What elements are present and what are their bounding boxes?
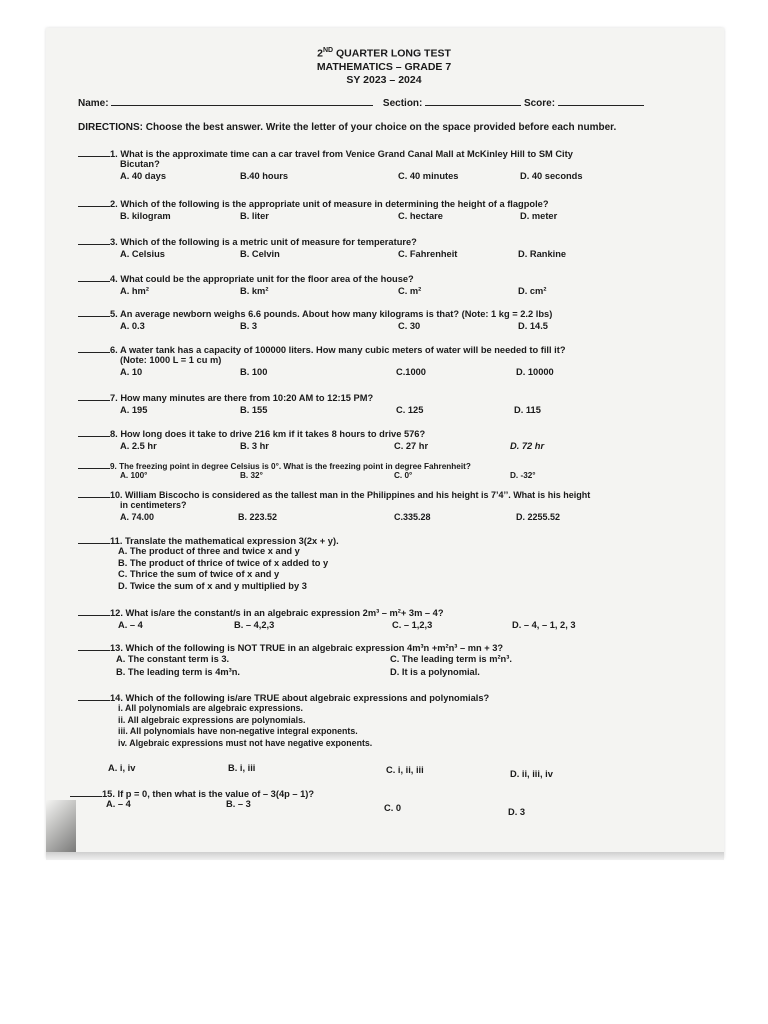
- option: C. – 1,2,3: [392, 620, 433, 630]
- option: B.40 hours: [240, 171, 289, 181]
- answer-blank-10[interactable]: [78, 489, 110, 498]
- option: B. Celvin: [240, 249, 280, 259]
- option: B. 155: [240, 405, 268, 415]
- option: D. 10000: [516, 367, 554, 377]
- question-4: 4. What could be the appropriate unit for the floor area of the house? A. hm² B. km² C. m² D. cm²: [78, 273, 678, 299]
- answer-blank-14[interactable]: [78, 692, 110, 701]
- option: A. – 4: [106, 799, 131, 809]
- option: C. 0°: [394, 471, 413, 480]
- student-info-row: [78, 96, 658, 109]
- option: C. m²: [398, 286, 422, 296]
- option: A. 2.5 hr: [120, 441, 157, 451]
- option: B. 3 hr: [240, 441, 269, 451]
- option: B. liter: [240, 211, 269, 221]
- option: C. 40 minutes: [398, 171, 459, 181]
- answer-blank-4[interactable]: [78, 273, 110, 282]
- option: D. – 4, – 1, 2, 3: [512, 620, 576, 630]
- section-field[interactable]: [425, 96, 521, 106]
- answer-blank-5[interactable]: [78, 308, 110, 317]
- option: D. 2255.52: [516, 512, 561, 522]
- statement: i. All polynomials are algebraic expressions.: [118, 703, 303, 713]
- option: A. 40 days: [120, 171, 166, 181]
- question-11: 11. Translate the mathematical expression 3(2x + y). A. The product of three and twice x and y B. The product of thrice of twice of x added to y C. Thrice the sum of twice of x and y D. Twice the sum of x and y multiplied by 3: [78, 535, 678, 592]
- option: A. 10: [120, 367, 143, 377]
- question-5: 5. An average newborn weighs 6.6 pounds. About how many kilograms is that? (Note: 1 kg = 2.2 lbs) A. 0.3 B. 3 C. 30 D. 14.5: [78, 308, 678, 334]
- score-field[interactable]: [558, 96, 644, 106]
- option: A. – 4: [118, 620, 143, 630]
- option: D. cm²: [518, 286, 547, 296]
- option: D. 40 seconds: [520, 171, 583, 181]
- option: C. 30: [398, 321, 421, 331]
- score-label: Score:: [523, 98, 556, 109]
- question-10: 10. William Biscocho is considered as the tallest man in the Philippines and his height is 7’4’’. What is his height in centimeters? A. 74.00 B. 223.52 C.335.28 D. 2255.52: [78, 489, 678, 525]
- option: A. 74.00: [120, 512, 155, 522]
- option: C. 0: [384, 803, 402, 813]
- question-14: 14. Which of the following is/are TRUE about algebraic expressions and polynomials? i. All polynomials are algebraic expressions. ii. All algebraic expressions are polynomials. iii. All polynomials have non-negative integral exponents. iv. Algebraic expressions must not have negative exponents. A. i, iv B. i, iii C. i, ii, iii D. ii, iii, iv: [78, 692, 678, 776]
- question-2: 2. Which of the following is the appropriate unit of measure in determining the height of a flagpole? B. kilogram B. liter C. hectare D. meter: [78, 198, 678, 224]
- option: C. The leading term is m²n³.: [390, 654, 512, 664]
- option: B. 3: [240, 321, 258, 331]
- answer-blank-2[interactable]: [78, 198, 110, 207]
- option: C. i, ii, iii: [386, 765, 424, 775]
- question-13: 13. Which of the following is NOT TRUE in an algebraic expression 4m³n +m²n³ – mn + 3? A. The constant term is 3. C. The leading term is m²n³. B. The leading term is 4m³n. D. It is a polynomial.: [78, 642, 678, 680]
- test-header: [0, 44, 768, 87]
- option: D. 115: [514, 405, 541, 415]
- question-15: 15. If p = 0, then what is the value of – 3(4p – 1)? A. – 4 B. – 3 C. 0 D. 3: [70, 788, 670, 812]
- answer-blank-11[interactable]: [78, 535, 110, 544]
- question-8: 8. How long does it take to drive 216 km if it takes 8 hours to drive 576? A. 2.5 hr B. 3 hr C. 27 hr D. 72 hr: [78, 428, 678, 454]
- option: D. Twice the sum of x and y multiplied by 3: [118, 580, 307, 591]
- header-line-2: MATHEMATICS – GRADE 7: [316, 60, 452, 73]
- question-3: 3. Which of the following is a metric unit of measure for temperature? A. Celsius B. Celvin C. Fahrenheit D. Rankine: [78, 236, 678, 262]
- statement: ii. All algebraic expressions are polynomials.: [118, 714, 306, 725]
- option: B. The leading term is 4m³n.: [116, 667, 240, 677]
- answer-blank-12[interactable]: [78, 607, 110, 616]
- option: A. Celsius: [120, 249, 165, 259]
- option: C. Thrice the sum of twice of x and y: [118, 569, 280, 579]
- statement: iii. All polynomials have non-negative integral exponents.: [118, 726, 358, 736]
- option: C. 125: [396, 405, 424, 415]
- option: B. kilogram: [120, 211, 171, 221]
- option: A. 195: [120, 405, 148, 415]
- answer-blank-15[interactable]: [70, 788, 102, 797]
- question-12: 12. What is/are the constant/s in an algebraic expression 2m³ – m²+ 3m – 4? A. – 4 B. – 4,2,3 C. – 1,2,3 D. – 4, – 1, 2, 3: [78, 607, 678, 633]
- section-label: Section:: [382, 98, 423, 109]
- question-7: 7. How many minutes are there from 10:20 AM to 12:15 PM? A. 195 B. 155 C. 125 D. 115: [78, 392, 678, 418]
- option: B. The product of thrice of twice of x added to y: [118, 557, 329, 568]
- answer-blank-13[interactable]: [78, 642, 110, 651]
- answer-blank-6[interactable]: [78, 344, 110, 353]
- answer-blank-8[interactable]: [78, 428, 110, 437]
- paper-bottom-edge: [46, 852, 724, 860]
- option: D. It is a polynomial.: [390, 667, 480, 677]
- option: B. – 4,2,3: [234, 620, 275, 630]
- answer-blank-7[interactable]: [78, 392, 110, 401]
- option: C. hectare: [398, 211, 443, 221]
- directions: DIRECTIONS: Choose the best answer. Write the letter of your choice on the space provided before each number.: [78, 122, 617, 133]
- option: D. ii, iii, iv: [510, 769, 553, 779]
- option: A. hm²: [120, 286, 149, 296]
- option: A. 0.3: [120, 321, 145, 331]
- answer-blank-1[interactable]: [78, 148, 110, 157]
- name-label: Name:: [78, 98, 109, 109]
- option: A. The constant term is 3.: [116, 654, 230, 664]
- option: D. Rankine: [518, 249, 567, 259]
- header-line-1: 2ND QUARTER LONG TEST: [317, 47, 451, 60]
- name-field[interactable]: [111, 96, 373, 106]
- option: D. -32°: [510, 471, 536, 480]
- option: B. i, iii: [228, 763, 256, 773]
- option: C. Fahrenheit: [398, 249, 458, 259]
- option: B. 32°: [240, 471, 263, 480]
- option: C.335.28: [394, 512, 431, 522]
- question-1: 1. What is the approximate time can a car travel from Venice Grand Canal Mall at McKinley Hill to SM City Bicutan? A. 40 days B.40 hours C. 40 minutes D. 40 seconds: [78, 148, 678, 184]
- statement: iv. Algebraic expressions must not have negative exponents.: [118, 737, 373, 748]
- option: C. 27 hr: [394, 441, 429, 451]
- answer-blank-9[interactable]: [78, 460, 110, 469]
- option: D. 14.5: [518, 321, 548, 331]
- option: A. i, iv: [108, 763, 136, 773]
- question-6: 6. A water tank has a capacity of 100000 liters. How many cubic meters of water will be needed to fill it? (Note: 1000 L = 1 cu m) A. 10 B. 100 C.1000 D. 10000: [78, 344, 678, 380]
- option: C.1000: [396, 367, 426, 377]
- option: B. – 3: [226, 799, 251, 809]
- paper-fold-shadow: [46, 800, 76, 860]
- option: D. meter: [520, 211, 558, 221]
- option: A. 100°: [120, 471, 148, 480]
- option: D. 72 hr: [510, 441, 545, 451]
- option: B. km²: [240, 286, 269, 296]
- option: B. 100: [240, 367, 268, 377]
- answer-blank-3[interactable]: [78, 236, 110, 245]
- option: A. The product of three and twice x and y: [118, 546, 300, 556]
- header-line-3: SY 2023 – 2024: [346, 73, 422, 86]
- option: D. 3: [508, 807, 526, 817]
- question-9: 9. The freezing point in degree Celsius is 0°. What is the freezing point in degree Fahrenheit? A. 100° B. 32° C. 0° D. -32°: [78, 460, 678, 482]
- option: B. 223.52: [238, 512, 278, 522]
